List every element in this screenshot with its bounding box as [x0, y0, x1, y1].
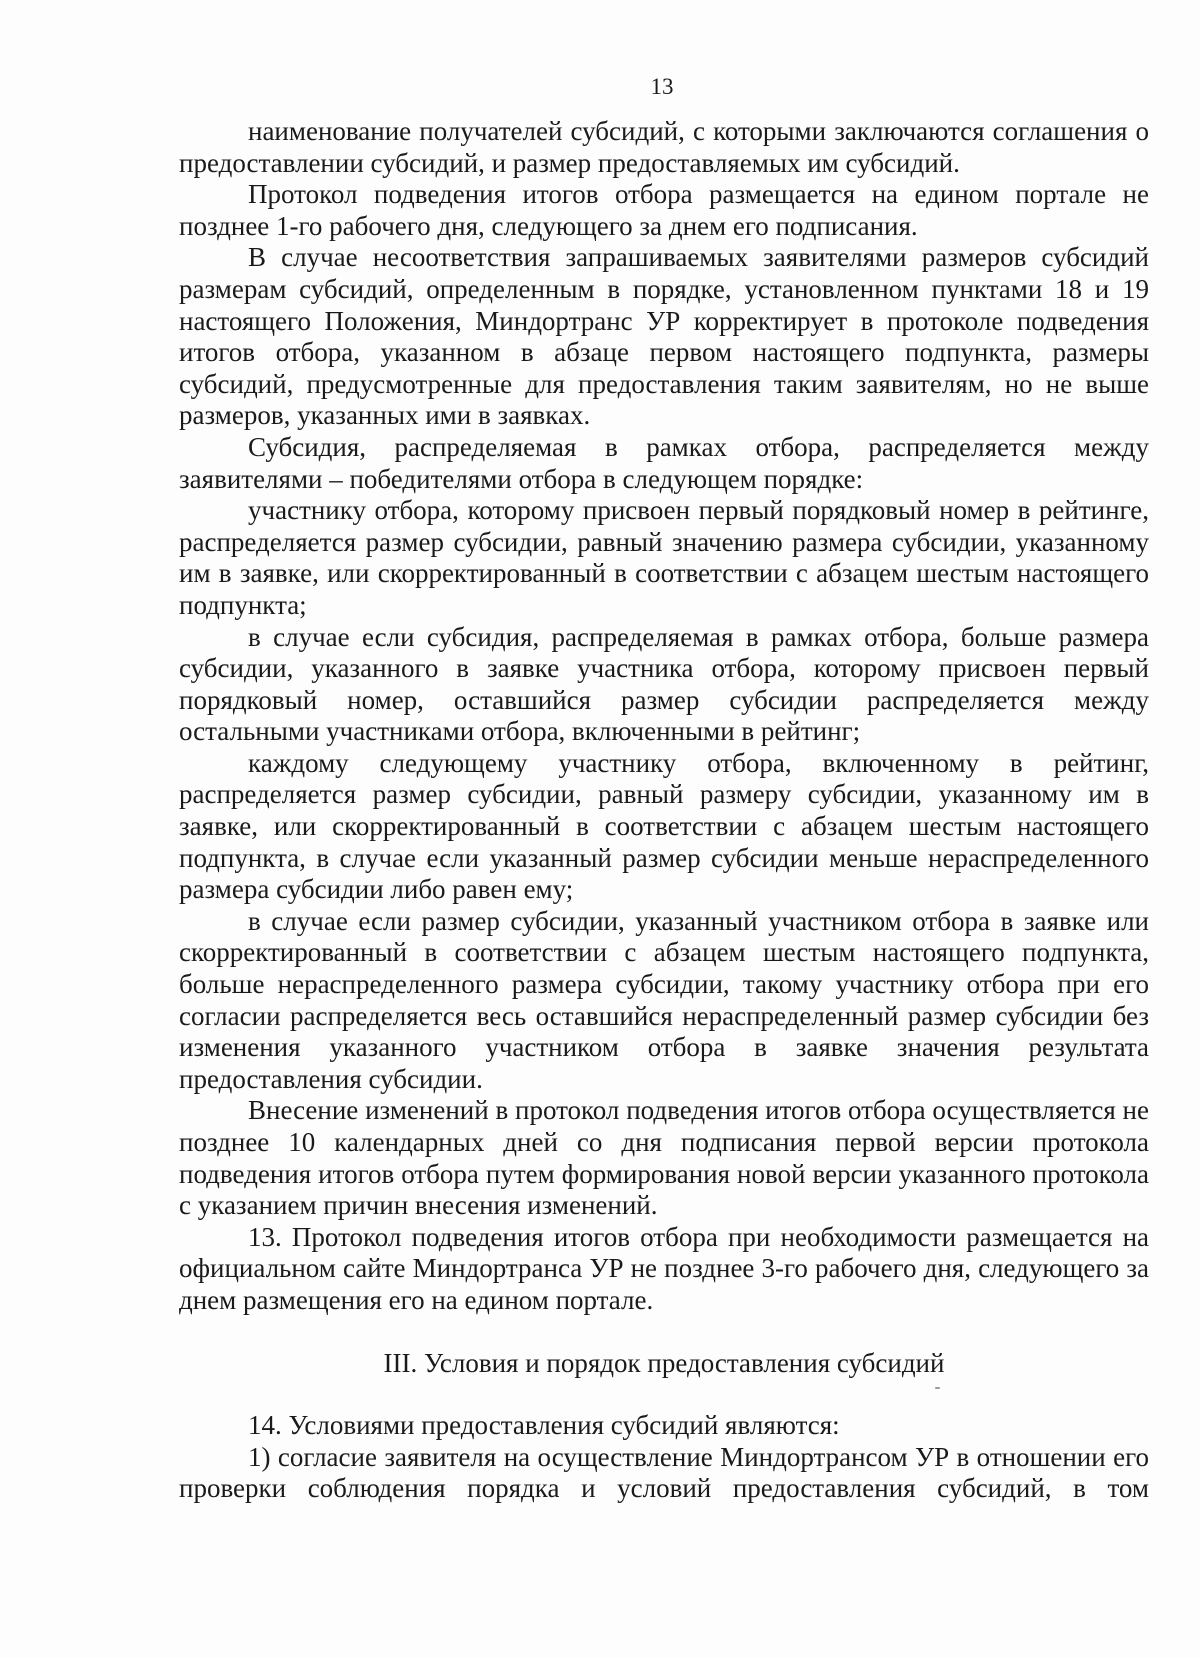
paragraph-item-14: 14. Условиями предоставления субсидий являются: [248, 1410, 840, 1441]
page-number: 13 [650, 74, 674, 99]
paragraph-protocol-changes: Внесение изменений в протокол подведения итогов отбора осуществляется не позднее 10 календарных дней со дня подписания первой версии протокола подведения итогов отбора путем формирования новой версии указанного протокола с указанием причин внесения изменений. [179, 1095, 1149, 1221]
document-body [179, 116, 1149, 1505]
paragraph-remaining-distribution: в случае если субсидия, распределяемая в рамках отбора, больше размера субсидии, указанного в заявке участника отбора, которому присвоен первый порядковый номер, оставшийся размер субсидии распределяется между остальными участниками отбора, включенными в рейтинг; [179, 621, 1149, 747]
paragraph-condition-1: 1) согласие заявителя на осуществление Миндортрансом УР в отношении его проверки соблюдения порядка и условий предоставления субсидий, в том [179, 1441, 1149, 1504]
scan-speck [935, 1387, 940, 1389]
section-heading: III. Условия и порядок предоставления субсидий [383, 1347, 945, 1378]
paragraph-size-mismatch: В случае несоответствия запрашиваемых заявителями размеров субсидий размерам субсидий, определенным в порядке, установленном пунктами 18 и 19 настоящего Положения, Миндортранс УР корректирует в протоколе подведения итогов отбора, указанном в абзаце первом настоящего подпункта, размеры субсидий, предусмотренные для предоставления таким заявителям, но не выше размеров, указанных ими в заявках. [179, 242, 1149, 431]
paragraph-next-participant: каждому следующему участнику отбора, включенному в рейтинг, распределяется размер субсидии, равный размеру субсидии, указанному им в заявке, или скорректированный в соответствии с абзацем шестым настоящего подпункта, в случае если указанный размер субсидии меньше нераспределенного размера субсидии либо равен ему; [179, 747, 1149, 905]
paragraph-distribution-intro: Субсидия, распределяемая в рамках отбора, распределяется между заявителями – победителями отбора в следующем порядке: [179, 431, 1149, 494]
paragraph-exceeding-size: в случае если размер субсидии, указанный участником отбора в заявке или скорректированный в соответствии с абзацем шестым настоящего подпункта, больше нераспределенного размера субсидии, такому участнику отбора при его согласии распределяется весь оставшийся нераспределенный размер субсидии без изменения указанного участником отбора в заявке значения результата предоставления субсидии. [179, 905, 1149, 1094]
paragraph-recipients-list: наименование получателей субсидий, с которыми заключаются соглашения о предоставлении субсидий, и размер предоставляемых им субсидий. [179, 116, 1149, 178]
paragraph-protocol-placement: Протокол подведения итогов отбора размещается на едином портале не позднее 1-го рабочего дня, следующего за днем его подписания. [179, 179, 1149, 241]
paragraph-item-13: 13. Протокол подведения итогов отбора при необходимости размещается на официальном сайте Миндортранса УР не позднее 3-го рабочего дня, следующего за днем размещения его на едином портале. [179, 1221, 1149, 1315]
paragraph-first-participant: участнику отбора, которому присвоен первый порядковый номер в рейтинге, распределяется размер субсидии, равный значению размера субсидии, указанному им в заявке, или скорректированный в соответствии с абзацем шестым настоящего подпункта; [179, 495, 1149, 620]
